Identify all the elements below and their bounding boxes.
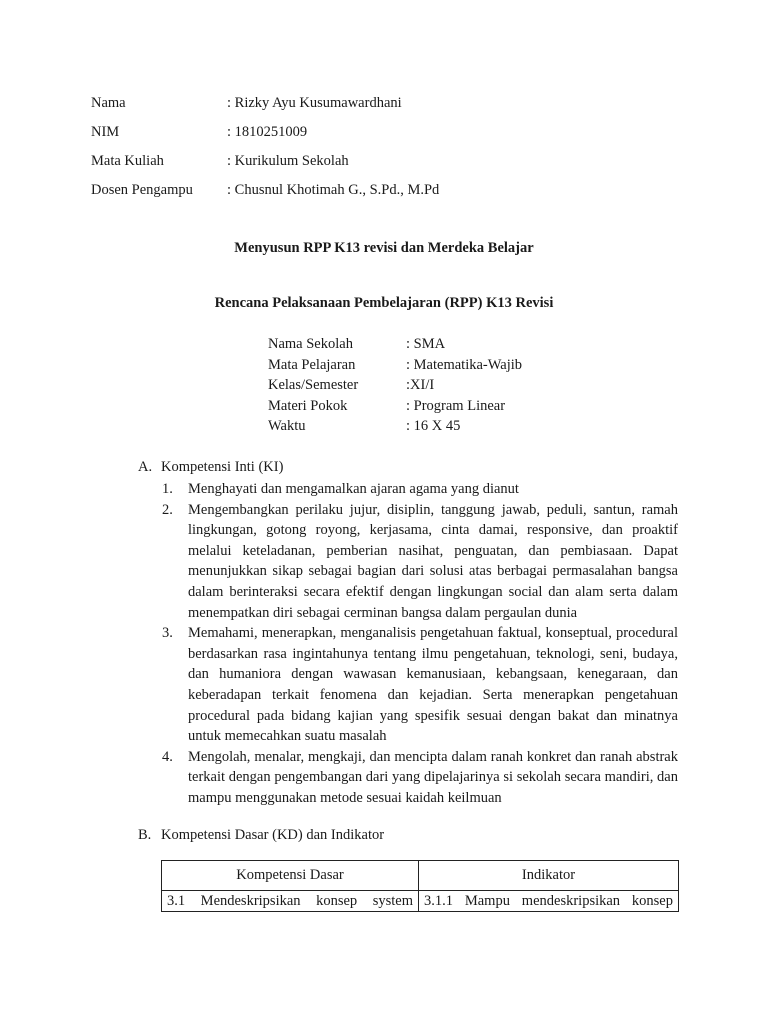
header-value: : Chusnul Khotimah G., S.Pd., M.Pd bbox=[227, 182, 440, 198]
identity-row bbox=[268, 416, 688, 436]
item-text: Mengolah, menalar, mengkaji, dan mencipta dalam ranah konkret dan ranah abstrak terkait dengan pengembangan dari yang dipelajarinya si sekolah secara mandiri, dan mampu menggunakan metode sesuai kaidah keilmuan bbox=[188, 748, 678, 806]
header-row-dosen bbox=[91, 179, 691, 201]
identity-value: : Program Linear bbox=[406, 398, 506, 414]
header-label: NIM bbox=[91, 124, 120, 140]
identity-row bbox=[268, 355, 688, 375]
header-label: Mata Kuliah bbox=[91, 153, 164, 169]
item-text: Menghayati dan mengamalkan ajaran agama yang dianut bbox=[188, 481, 519, 497]
ki-list bbox=[162, 479, 678, 809]
table-cell: 3.1.1 Mampu mendeskripsikan konsep bbox=[419, 891, 679, 912]
list-item bbox=[162, 500, 678, 624]
item-number: 3. bbox=[162, 625, 173, 642]
list-item bbox=[162, 623, 678, 747]
header-label: Nama bbox=[91, 95, 126, 111]
item-text: Memahami, menerapkan, menganalisis pengetahuan faktual, konseptual, procedural berdasarkan rasa ingintahunya tentang ilmu pengetahuan, teknologi, seni, budaya, dan humaniora dengan wawasan kemanusiaan, kebangsaan, kenegaraan, dan keberadapan terkait fenomena dan kejadian. Serta menerapkan pengetahuan procedural pada bidang kajian yang spesifik sesuai dengan bakat dan minatnya untuk memecahkan suatu masalah bbox=[188, 625, 678, 745]
item-number: 4. bbox=[162, 748, 173, 765]
section-a-heading bbox=[138, 457, 678, 477]
section-letter: B. bbox=[138, 827, 152, 843]
header-value: : Rizky Ayu Kusumawardhani bbox=[227, 95, 402, 111]
table-header-cell: Indikator bbox=[419, 861, 679, 891]
list-item bbox=[162, 747, 678, 809]
item-number: 1. bbox=[162, 481, 173, 497]
rpp-title: Rencana Pelaksanaan Pembelajaran (RPP) K13 Revisi bbox=[214, 295, 554, 311]
list-item bbox=[162, 479, 678, 500]
identity-value: : SMA bbox=[406, 336, 446, 352]
section-title: Kompetensi Dasar (KD) dan Indikator bbox=[161, 827, 385, 843]
item-number: 2. bbox=[162, 501, 173, 518]
header-value: : Kurikulum Sekolah bbox=[227, 153, 349, 169]
header-row-nim bbox=[91, 121, 691, 143]
table-cell: 3.1 Mendeskripsikan konsep system bbox=[162, 891, 419, 912]
identity-value: :XI/I bbox=[406, 377, 435, 393]
identity-label: Waktu bbox=[268, 418, 306, 434]
header-row-nama bbox=[91, 92, 691, 114]
table-row bbox=[162, 891, 679, 912]
kd-indicator-table bbox=[161, 860, 679, 912]
main-title: Menyusun RPP K13 revisi dan Merdeka Belajar bbox=[234, 240, 534, 256]
identity-row bbox=[268, 375, 688, 395]
identity-label: Materi Pokok bbox=[268, 398, 348, 414]
item-text: Mengembangkan perilaku jujur, disiplin, tanggung jawab, peduli, santun, ramah lingkungan, gotong royong, kerjasama, cinta damai, responsive, dan proaktif melalui keteladanan, pemberian nasihat, penguatan, dan pembiasaan. Dapat menunjukkan sikap sebagai bagian dari solusi atas berbagai permasalahan bangsa dalam berinteraksi secara efektif dengan lingkungan social dan alam serta dalam menempatkan diri sebagai cerminan bangsa dalam pergaulan dunia bbox=[188, 501, 678, 621]
identity-label: Mata Pelajaran bbox=[268, 357, 356, 373]
identity-row bbox=[268, 396, 688, 416]
identity-label: Nama Sekolah bbox=[268, 336, 353, 352]
identity-row bbox=[268, 334, 688, 354]
header-row-mata-kuliah bbox=[91, 150, 691, 172]
header-label: Dosen Pengampu bbox=[91, 182, 193, 198]
identity-value: : Matematika-Wajib bbox=[406, 357, 522, 373]
section-title: Kompetensi Inti (KI) bbox=[161, 459, 284, 475]
table-header-row bbox=[162, 861, 679, 891]
identity-label: Kelas/Semester bbox=[268, 377, 359, 393]
section-letter: A. bbox=[138, 459, 153, 475]
header-value: : 1810251009 bbox=[227, 124, 308, 140]
table-header-cell: Kompetensi Dasar bbox=[162, 861, 419, 891]
identity-value: : 16 X 45 bbox=[406, 418, 461, 434]
section-b-heading bbox=[138, 825, 678, 845]
